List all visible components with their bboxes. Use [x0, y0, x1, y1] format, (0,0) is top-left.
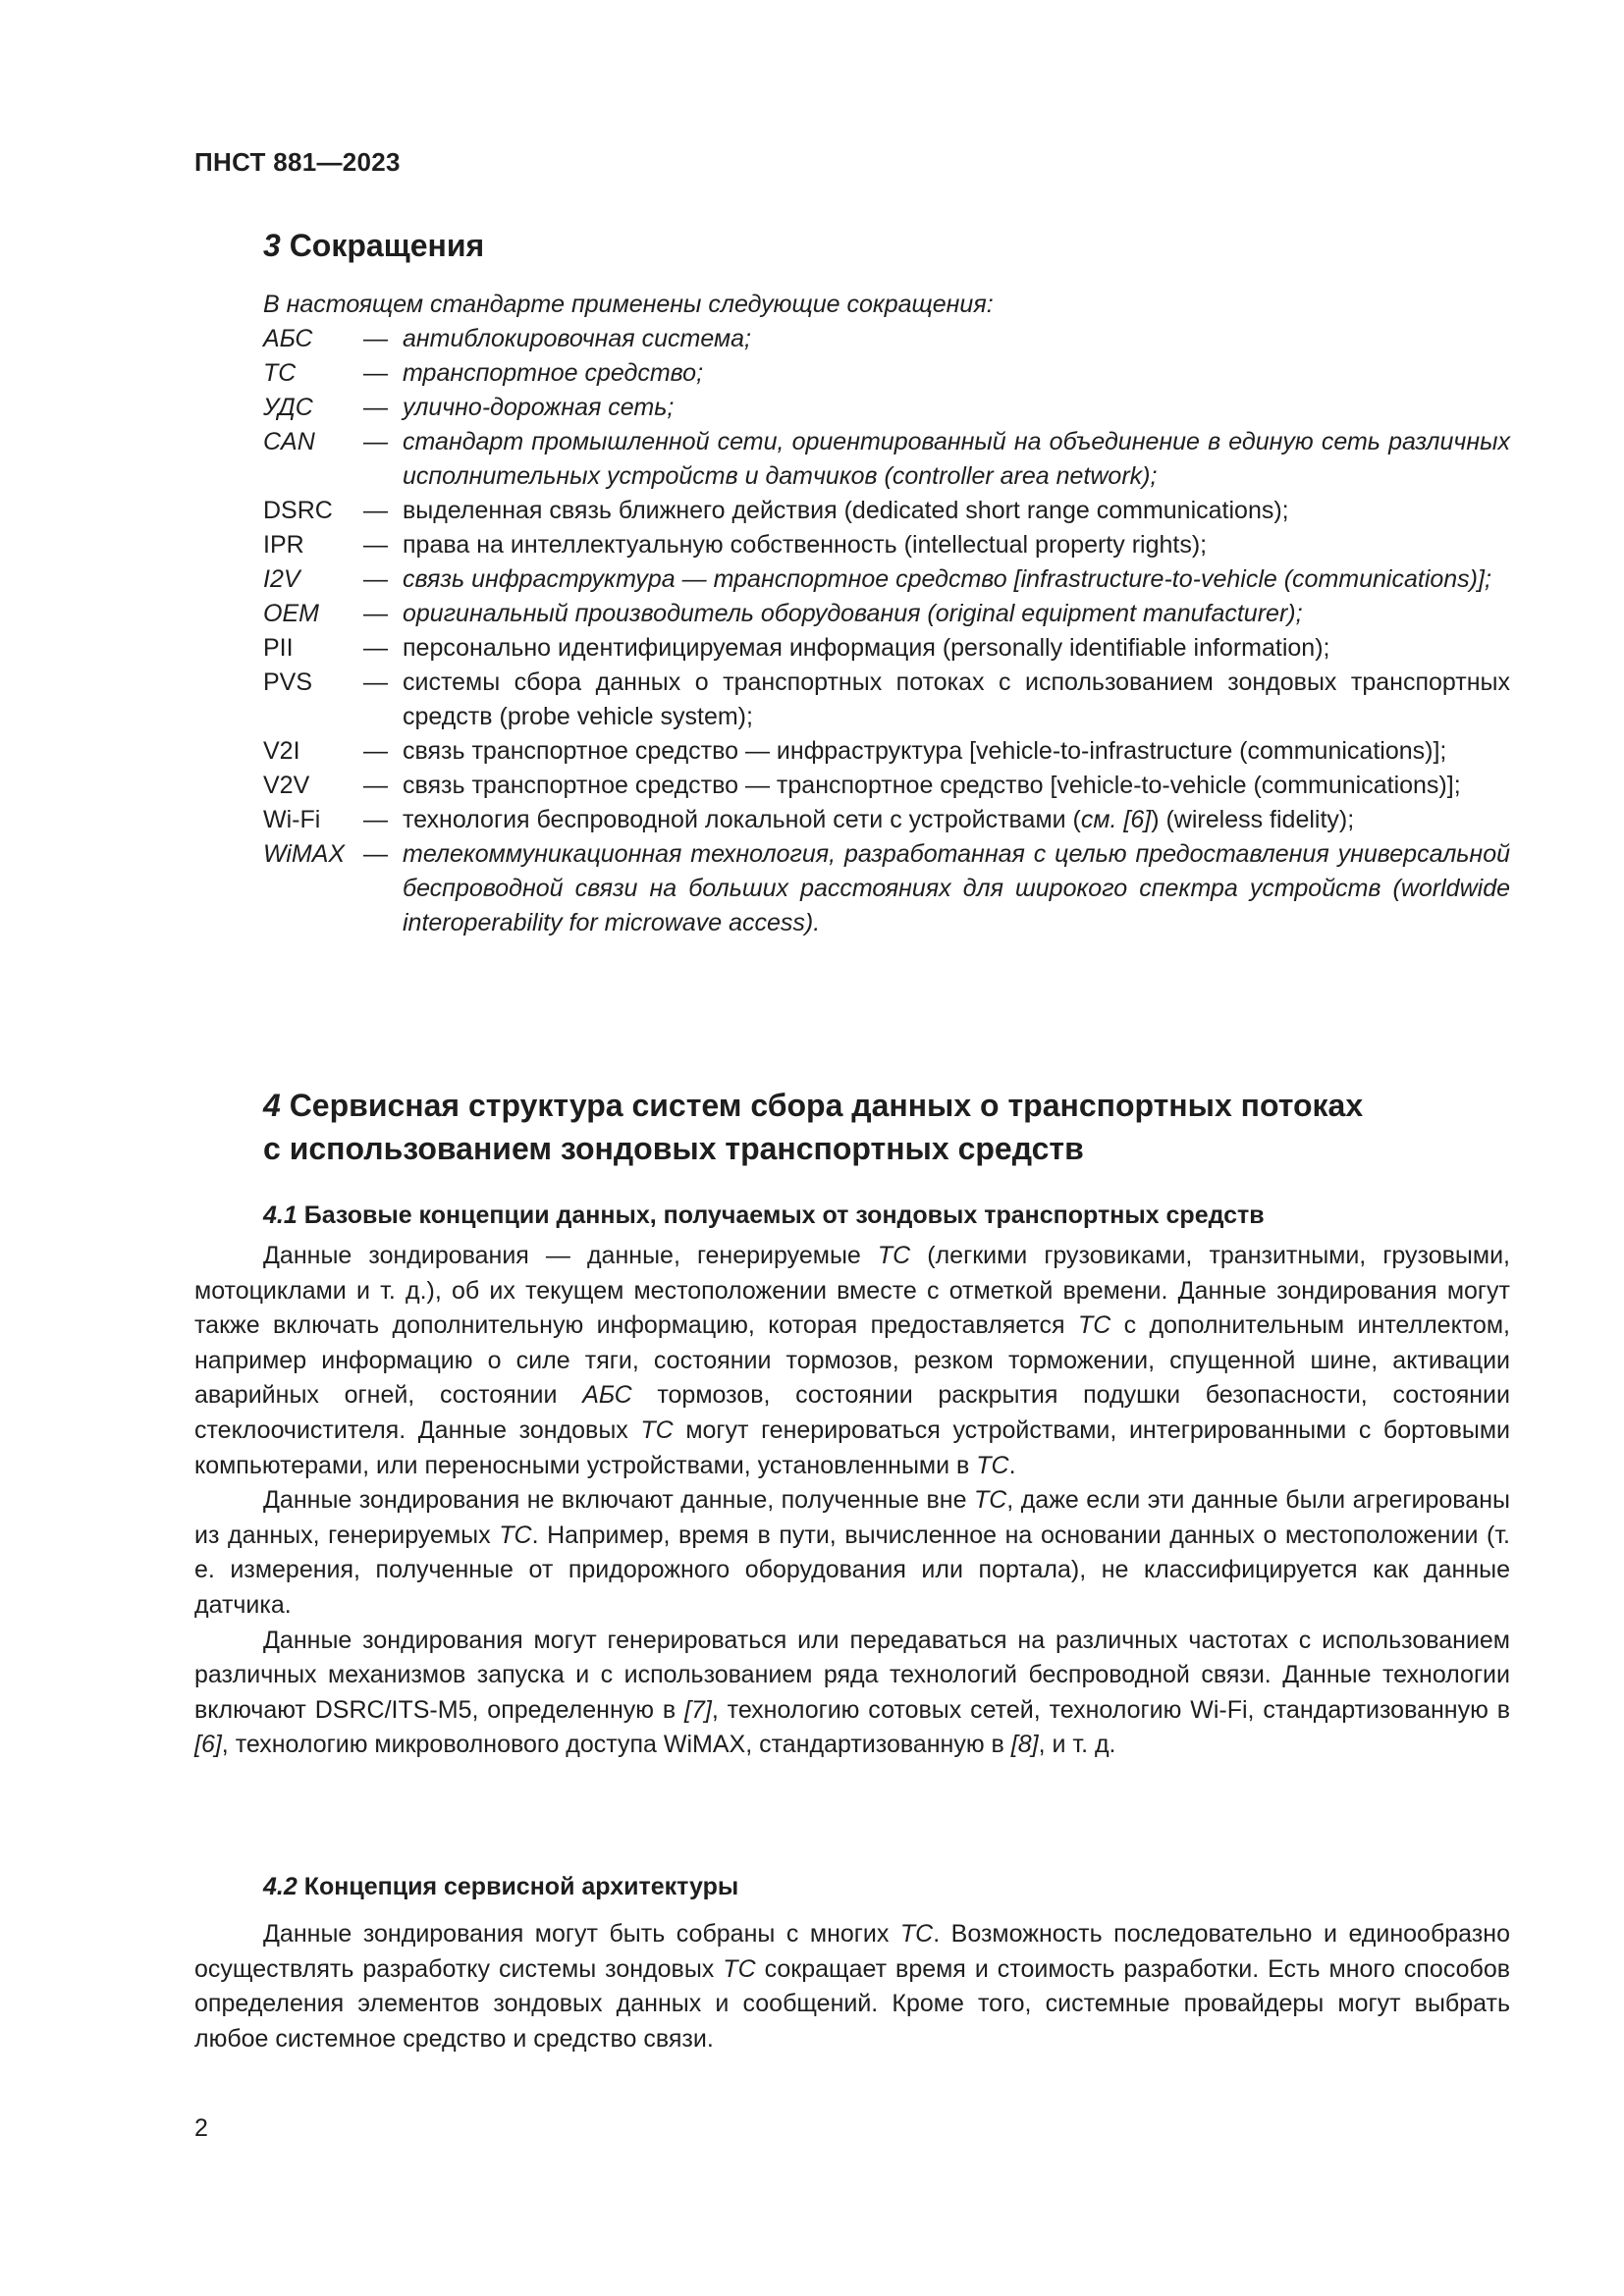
abbreviation-term: PII	[263, 634, 294, 662]
subsection-title: Концепция сервисной архитектуры	[303, 1873, 739, 1900]
text-run-italic: ТС	[973, 1486, 1007, 1515]
section-title: Сервисная структура систем сбора данных о транспортных потоках	[289, 1088, 1364, 1123]
abbreviation-term: CAN	[263, 428, 315, 455]
subsection-number: 4.2	[263, 1873, 298, 1900]
abbreviation-definition: оригинальный производитель оборудования (original equipment manufacturer);	[403, 600, 1303, 627]
text-run-italic: ТС	[1077, 1311, 1111, 1340]
abbreviation-dash: —	[363, 840, 388, 868]
abbreviation-definition: антиблокировочная система;	[403, 325, 751, 352]
abbreviation-item	[263, 528, 1510, 562]
abbreviation-item	[263, 391, 1510, 425]
abbreviation-term: DSRC	[263, 497, 333, 524]
abbreviation-dash: —	[363, 565, 388, 593]
subsection-number: 4.1	[263, 1201, 298, 1229]
abbreviation-dash: —	[363, 600, 388, 627]
abbreviation-dash: —	[363, 634, 388, 662]
abbreviation-definition: связь транспортное средство — инфраструктура [vehicle-to-infrastructure (communications)];	[403, 737, 1447, 765]
text-run-italic: ТС	[877, 1242, 911, 1269]
text-run: . Возможность последовательно и единообразно осуществлять разработку системы зондовых	[194, 1920, 1510, 1983]
subsection-4-1-body	[194, 1239, 1510, 1763]
text-run: Данные зондирования не включают данные, полученные вне	[263, 1486, 974, 1515]
text-run-italic: ТС	[723, 1954, 756, 1983]
text-run: . Например, время в пути, вычисленное на основании данных о местоположении (т. е. измерения, полученные от придорожного оборудования или портала), не классифицируется как данные датчика.	[194, 1521, 1510, 1619]
text-run-italic: ТС	[499, 1521, 532, 1549]
text-run: (легкими грузовиками, транзитными, грузовыми, мотоциклами и т. д.), об их текущем местоположении вместе с отметкой времени. Данные зондирования могут также включать дополнительную информацию, которая предоставляется	[194, 1242, 1510, 1340]
reference-link[interactable]: [6]	[194, 1731, 222, 1759]
section-title-line: с использованием зондовых транспортных средств	[263, 1131, 1084, 1166]
abbreviation-item	[263, 494, 1510, 528]
text-run: Данные зондирования — данные, генерируемые	[263, 1242, 878, 1269]
abbreviation-term: АБС	[263, 325, 313, 352]
text-run-italic: АБС	[582, 1381, 632, 1410]
abbreviation-term: OEM	[263, 600, 319, 627]
subsection-4-1-heading	[263, 1198, 1265, 1233]
abbreviation-definition	[403, 803, 1510, 837]
abbreviation-term: УДС	[263, 394, 313, 421]
text-run-italic: ТС	[899, 1920, 934, 1948]
abbreviation-definition: транспортное средство;	[403, 359, 704, 387]
abbreviation-dash: —	[363, 497, 388, 524]
text-run-italic: ТС	[640, 1415, 674, 1444]
abbreviation-dash: —	[363, 806, 388, 833]
text-run-italic: ТС	[976, 1451, 1009, 1479]
abbreviation-item	[263, 562, 1510, 597]
text-run: сокращает время и стоимость разработки. Есть много способов определения элементов зондовых данных и сообщений. Кроме того, системные провайдеры могут выбрать любое системное средство и средство связи.	[194, 1954, 1511, 2053]
subsection-4-2-body	[194, 1917, 1510, 2056]
abbreviation-definition: права на интеллектуальную собственность (intellectual property rights);	[403, 531, 1208, 559]
paragraph	[194, 1917, 1510, 2056]
subsection-4-2-heading	[263, 1869, 738, 1904]
subsection-title: Базовые концепции данных, получаемых от зондовых транспортных средств	[303, 1201, 1265, 1229]
document-id: ПНСТ 881—2023	[194, 147, 401, 177]
definition-text: технология беспроводной локальной сети с устройствами (	[403, 806, 1081, 833]
abbreviation-dash: —	[363, 772, 388, 799]
abbreviation-dash: —	[363, 737, 388, 765]
abbreviation-term: PVS	[263, 668, 313, 696]
abbreviation-definition: телекоммуникационная технология, разработанная с целью предоставления универсальной беспроводной связи на больших расстояниях для широкого спектра устройств (worldwide interoperability for microwave access).	[403, 840, 1510, 936]
abbreviation-dash: —	[363, 531, 388, 559]
abbreviation-term: I2V	[263, 565, 300, 593]
abbreviation-definition: связь инфраструктура — транспортное средство [infrastructure-to-vehicle (communications)];	[403, 565, 1491, 593]
text-run: , технологию микроволнового доступа WiMAX, стандартизованную в	[221, 1731, 1011, 1759]
abbreviation-term: V2V	[263, 772, 310, 799]
text-run: Данные зондирования могут генерироваться или передаваться на различных частотах с использованием различных механизмов запуска и с использованием ряда технологий беспроводной связи. Данные технологии включают DSRC/ITS-M5, определенную в	[194, 1626, 1510, 1724]
paragraph	[194, 1483, 1510, 1623]
abbreviations-intro: В настоящем стандарте применены следующие сокращения:	[263, 291, 994, 318]
abbreviation-item	[263, 837, 1510, 940]
abbreviation-definition: стандарт промышленной сети, ориентированный на объединение в единую сеть различных исполнительных устройств и датчиков (controller area network);	[403, 428, 1510, 490]
paragraph	[194, 1239, 1510, 1483]
abbreviation-definition: выделенная связь ближнего действия (dedicated short range communications);	[403, 497, 1289, 524]
section-3-heading	[263, 224, 484, 267]
reference-link[interactable]: [8]	[1010, 1731, 1039, 1759]
abbreviation-definition: системы сбора данных о транспортных потоках с использованием зондовых транспортных средств (probe vehicle system);	[403, 668, 1510, 730]
abbreviation-dash: —	[363, 428, 388, 455]
abbreviation-item	[263, 597, 1510, 631]
reference-link[interactable]: [7]	[684, 1695, 712, 1724]
abbreviation-term: IPR	[263, 531, 304, 559]
text-run: тормозов, состоянии раскрытия подушки безопасности, состоянии стеклоочистителя. Данные зондовых	[194, 1381, 1510, 1444]
abbreviation-item	[263, 734, 1510, 769]
abbreviation-dash: —	[363, 359, 388, 387]
abbreviation-item	[263, 803, 1510, 837]
text-run: могут генерироваться устройствами, интегрированными с бортовыми компьютерами, или переносными устройствами, установленными в	[194, 1415, 1510, 1479]
abbreviation-term: WiMAX	[263, 840, 346, 868]
text-run: с дополнительным интеллектом, например информацию о силе тяги, состоянии тормозов, резком торможении, спущенной шине, активации аварийных огней, состоянии	[194, 1311, 1510, 1410]
abbreviation-dash: —	[363, 325, 388, 352]
text-run: , технологию сотовых сетей, технологию Wi-Fi, стандартизованную в	[711, 1695, 1510, 1724]
section-number: 4	[263, 1088, 281, 1123]
section-4-heading	[263, 1084, 1540, 1170]
text-run: Данные зондирования могут быть собраны с многих	[263, 1920, 900, 1948]
paragraph	[194, 1624, 1510, 1763]
abbreviation-item	[263, 631, 1510, 666]
abbreviation-definition: связь транспортное средство — транспортное средство [vehicle-to-vehicle (communications)];	[403, 772, 1461, 799]
text-run: .	[1008, 1451, 1016, 1479]
abbreviation-dash: —	[363, 394, 388, 421]
abbreviation-term: ТС	[263, 359, 297, 387]
section-title: Сокращения	[289, 228, 485, 263]
abbreviation-item	[263, 769, 1510, 803]
section-number: 3	[263, 228, 281, 263]
definition-text: ) (wireless fidelity);	[1151, 806, 1355, 833]
abbreviation-item	[263, 356, 1510, 391]
section-title-line	[263, 1084, 1540, 1127]
abbreviation-item	[263, 425, 1510, 494]
reference-link[interactable]: см. [6]	[1080, 806, 1152, 833]
abbreviation-term: Wi-Fi	[263, 806, 321, 833]
abbreviation-definition: персонально идентифицируемая информация (personally identifiable information);	[403, 634, 1330, 662]
abbreviation-item	[263, 666, 1510, 734]
text-run: , даже если эти данные были агрегированы из данных, генерируемых	[194, 1486, 1510, 1549]
abbreviation-dash: —	[363, 668, 388, 696]
text-run: , и т. д.	[1038, 1731, 1116, 1759]
abbreviation-term: V2I	[263, 737, 300, 765]
abbreviations-list	[263, 322, 1510, 940]
abbreviation-definition: улично-дорожная сеть;	[403, 394, 675, 421]
page-number: 2	[194, 2114, 208, 2142]
abbreviation-item	[263, 322, 1510, 356]
